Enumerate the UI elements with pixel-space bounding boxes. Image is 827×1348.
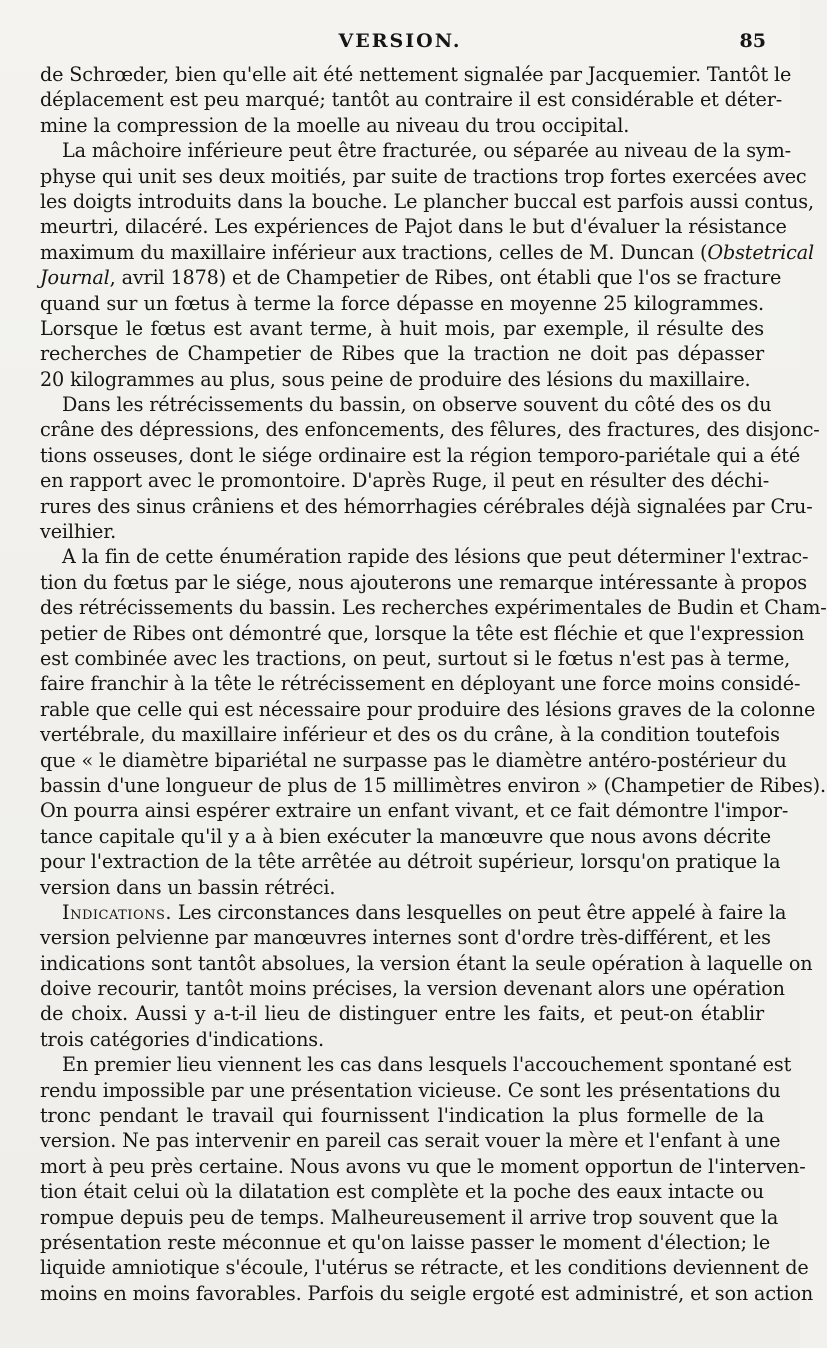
text-line: bassin d'une longueur de plus de 15 millimètres environ » (Champetier de Ribes). [40,773,826,797]
text-line: les doigts introduits dans la bouche. Le plancher buccal est parfois aussi contus, [40,189,814,213]
running-header [0,26,800,56]
text-line: que « le diamètre bipariétal ne surpasse pas le diamètre antéro-postérieur du [40,748,787,772]
text-line: maximum du maxillaire inférieur aux tractions, celles de M. Duncan (Obstetrical [40,240,814,264]
text-line: de choix. Aussi y a-t-il lieu de distinguer entre les faits, et peut-on établir [40,1002,764,1026]
text-line: rendu impossible par une présentation vicieuse. Ce sont les présentations du [40,1078,781,1102]
running-title: VERSION. [338,30,462,52]
text-line: En premier lieu viennent les cas dans lesquels l'accouchement spontané est [62,1053,792,1077]
text-line: On pourra ainsi espérer extraire un enfant vivant, et ce fait démontre l'impor- [40,799,789,823]
text-line: en rapport avec le promontoire. D'après Ruge, il peut en résulter des déchi- [40,469,770,493]
text-line: pour l'extraction de la tête arrêtée au détroit supérieur, lorsqu'on pratique la [40,850,781,874]
paragraph [40,392,820,544]
paragraph [40,138,814,392]
text-line: tion était celui où la dilatation est complète et la poche des eaux intacte ou [40,1180,764,1204]
text-line: Lorsque le fœtus est avant terme, à huit mois, par exemple, il résulte des [40,316,764,340]
text-line: présentation reste méconnue et qu'on laisse passer le moment d'élection; le [40,1230,771,1254]
paragraph [40,62,792,138]
text-line: tance capitale qu'il y a à bien exécuter la manœuvre que nous avons décrite [40,824,771,848]
text-line: de Schrœder, bien qu'elle ait été nettement signalée par Jacquemier. Tantôt le [40,63,792,86]
paragraph [40,1052,814,1306]
text-line: doive recourir, tantôt moins précises, la version devenant alors une opération [40,977,785,1001]
text-line: faire franchir à la tête le rétrécissement en déployant une force moins considé- [40,672,801,696]
paragraph [40,544,827,899]
text-line: veilhier. [40,520,117,544]
page-number: 85 [739,30,766,52]
text-line: déplacement est peu marqué; tantôt au contraire il est considérable et déter- [40,88,783,112]
text-line: tions osseuses, dont le siége ordinaire est la région temporo-pariétale qui a été [40,443,801,467]
text-line: tronc pendant le travail qui fournissent l'indication la plus formelle de la [40,1104,764,1128]
text-line: rable que celle qui est nécessaire pour produire des lésions graves de la colonne [40,697,816,721]
text-line: recherches de Champetier de Ribes que la traction ne doit pas dépasser [40,342,764,366]
text-line: mort à peu près certaine. Nous avons vu que le moment opportun de l'interven- [40,1154,806,1178]
paragraph [40,900,813,1052]
text-line: physe qui unit ses deux moitiés, par suite de tractions trop fortes exercées avec [40,164,807,188]
text-line: meurtri, dilacéré. Les expériences de Pajot dans le but d'évaluer la résistance [40,215,787,239]
text-line: trois catégories d'indications. [40,1027,324,1051]
text-line: Journal, avril 1878) et de Champetier de Ribes, ont établi que l'os se fracture [40,266,782,290]
text-line: indications sont tantôt absolues, la version étant la seule opération à laquelle on [40,951,813,975]
text-line: 20 kilogrammes au plus, sous peine de produire des lésions du maxillaire. [40,367,751,391]
text-line: quand sur un fœtus à terme la force dépasse en moyenne 25 kilogrammes. [40,291,764,315]
text-line: est combinée avec les tractions, on peut, surtout si le fœtus n'est pas à terme, [40,646,791,670]
text-line: version dans un bassin rétréci. [40,875,336,899]
text-line: rompue depuis peu de temps. Malheureusement il arrive trop souvent que la [40,1205,779,1229]
text-line: vertébrale, du maxillaire inférieur et des os du crâne, à la condition toutefois [40,723,780,747]
text-line: A la fin de cette énumération rapide des lésions que peut déterminer l'extrac- [62,545,809,569]
text-line: liquide amniotique s'écoule, l'utérus se rétracte, et les conditions deviennent de [40,1256,809,1280]
text-line-content: Les circonstances dans lesquelles on peut être appelé à faire la [171,900,787,924]
section-lead: Indications. [62,900,172,924]
text-line: version pelvienne par manœuvres internes sont d'ordre très-différent, et les [40,926,771,950]
text-line [40,900,787,925]
text-line: Dans les rétrécissements du bassin, on observe souvent du côté des os du [62,393,772,417]
text-line: des rétrécissements du bassin. Les recherches expérimentales de Budin et Cham- [40,596,827,620]
text-line: mine la compression de la moelle au niveau du trou occipital. [40,113,630,137]
text-line: crâne des dépressions, des enfoncements, des fêlures, des fractures, des disjonc- [40,418,820,442]
text-line: tion du fœtus par le siége, nous ajouterons une remarque intéressante à propos [40,570,807,594]
text-line: version. Ne pas intervenir en pareil cas serait vouer la mère et l'enfant à une [40,1129,781,1153]
text-line: La mâchoire inférieure peut être fracturée, ou séparée au niveau de la sym- [62,139,791,163]
body-text [40,62,827,1306]
text-line: petier de Ribes ont démontré que, lorsque la tête est fléchie et que l'expression [40,621,805,645]
text-line: moins en moins favorables. Parfois du seigle ergoté est administré, et son action [40,1281,814,1305]
text-line: rures des sinus crâniens et des hémorrhagies cérébrales déjà signalées par Cru- [40,494,813,518]
